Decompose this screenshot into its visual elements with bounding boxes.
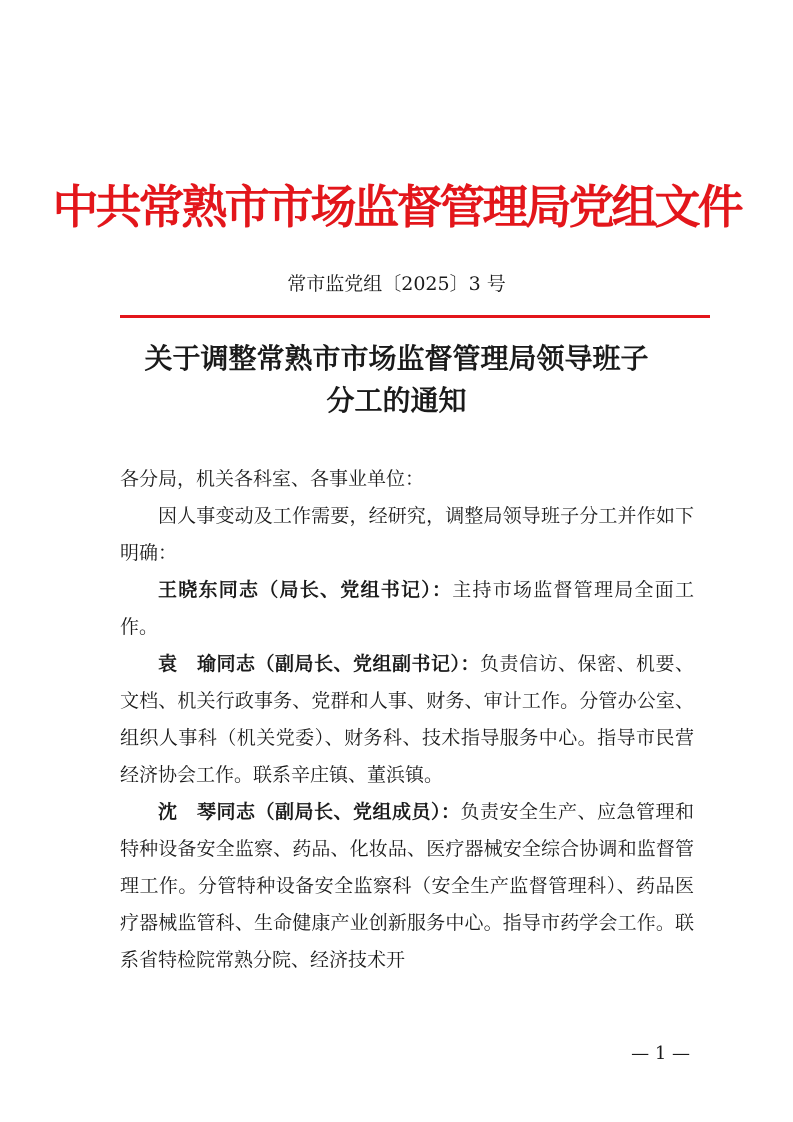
document-masthead: 中共常熟市市场监督管理局党组文件 xyxy=(52,180,741,234)
assignment-duties: 负责信访、保密、机要、文档、机关行政事务、党群和人事、财务、审计工作。分管办公室、组织人事科（机关党委）、财务科、技术指导服务中心。指导市民营经济协会工作。联系辛庄镇、董浜镇。 xyxy=(120,653,694,786)
assignment-duties: 负责安全生产、应急管理和特种设备安全监察、药品、化妆品、医疗器械安全综合协调和监督管理工作。分管特种设备安全监察科（安全生产监督管理科）、药品医疗器械监管科、生命健康产业创新服务中心。指导市药学会工作。联系省特检院常熟分院、经济技术开 xyxy=(120,801,694,971)
assignment-paragraph xyxy=(120,572,694,646)
page-number: — 1 — xyxy=(631,1043,690,1064)
salutation: 各分局，机关各科室、各事业单位： xyxy=(120,468,425,490)
assignment-name: 王晓东同志（局长、党组书记）： xyxy=(158,579,453,601)
assignment-name: 沈 琴同志（副局长、党组成员）： xyxy=(158,801,461,823)
assignment-paragraph xyxy=(120,794,694,979)
assignment-paragraph xyxy=(120,646,694,794)
assignment-duties: 主持市场监督管理局全面工作。 xyxy=(120,579,694,638)
document-number: 常市监党组〔2025〕3 号 xyxy=(287,273,506,295)
title-line-2: 分工的通知 xyxy=(326,384,467,417)
document-title xyxy=(0,338,793,422)
assignment-name: 袁 瑜同志（副局长、党组副书记）： xyxy=(158,653,480,675)
intro-paragraph: 因人事变动及工作需要，经研究，调整局领导班子分工并作如下明确： xyxy=(120,505,694,564)
title-line-1: 关于调整常熟市市场监督管理局领导班子 xyxy=(144,342,649,375)
document-body xyxy=(120,461,694,979)
header-red-rule xyxy=(120,315,710,318)
